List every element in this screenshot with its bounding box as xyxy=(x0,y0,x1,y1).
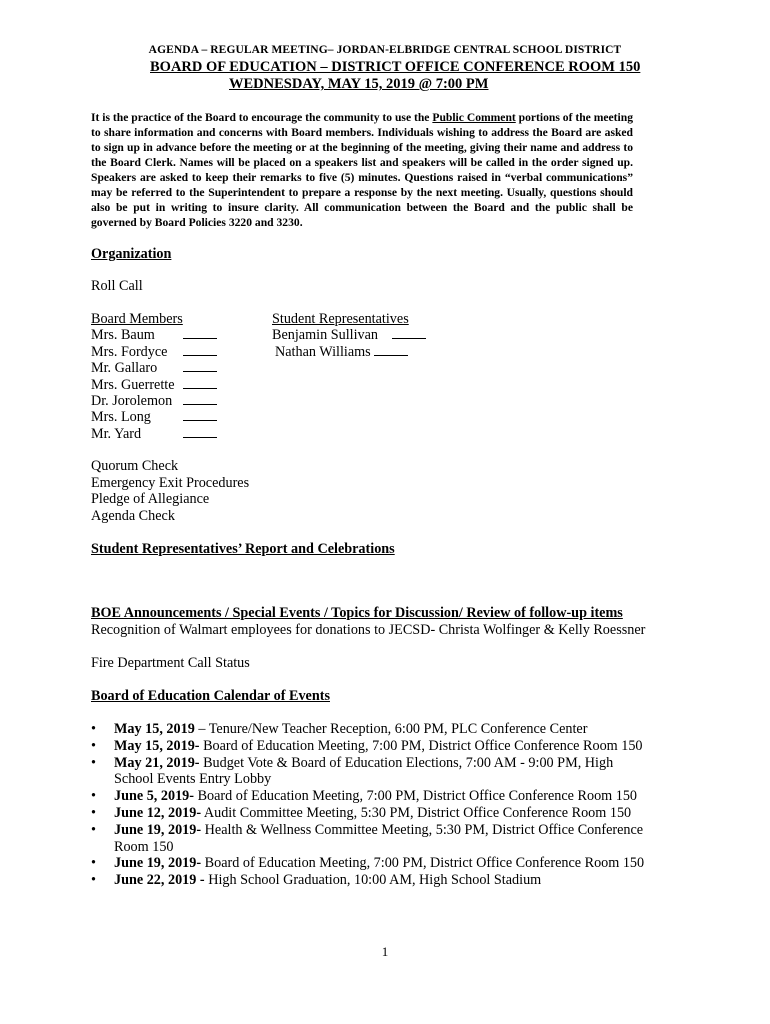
student-representatives-heading: Student Representatives xyxy=(272,311,409,327)
board-member-row: Mr. Yard xyxy=(91,426,217,442)
board-member-row: Mrs. Fordyce xyxy=(91,344,217,360)
student-report-heading: Student Representatives’ Report and Celebrations xyxy=(91,541,395,557)
board-member-row: Dr. Jorolemon xyxy=(91,393,217,409)
quorum-check: Quorum Check xyxy=(91,458,179,474)
calendar-event: • May 15, 2019- Board of Education Meeting, 7:00 PM, District Office Conference Room 150 xyxy=(91,737,643,754)
public-comment-text: Public Comment xyxy=(432,111,516,124)
student-representative-row: Nathan Williams xyxy=(272,344,426,360)
student-representatives-list xyxy=(272,311,426,360)
calendar-event: • May 21, 2019- Budget Vote & Board of Education Elections, 7:00 AM - 9:00 PM, High School Events Entry Lobby xyxy=(91,754,614,788)
intro-text-before: It is the practice of the Board to encourage the community to use the xyxy=(91,111,433,124)
calendar-event: • June 19, 2019- Health & Wellness Committee Meeting, 5:30 PM, District Office Conference Room 150 xyxy=(91,821,644,855)
board-member-row: Mrs. Long xyxy=(91,409,217,425)
pledge-of-allegiance: Pledge of Allegiance xyxy=(91,491,210,507)
calendar-event: • June 19, 2019- Board of Education Meeting, 7:00 PM, District Office Conference Room 150 xyxy=(91,855,645,872)
agenda-header-line3: WEDNESDAY, MAY 15, 2019 @ 7:00 PM xyxy=(229,76,489,92)
emergency-exit-procedures: Emergency Exit Procedures xyxy=(91,475,250,491)
agenda-check: Agenda Check xyxy=(91,508,175,524)
agenda-header-line2: BOARD OF EDUCATION – DISTRICT OFFICE CONFERENCE ROOM 150 xyxy=(150,59,641,75)
calendar-heading: Board of Education Calendar of Events xyxy=(91,688,330,704)
board-member-row: Mrs. Baum xyxy=(91,327,217,343)
calendar-event: • June 12, 2019- Audit Committee Meeting, 5:30 PM, District Office Conference Room 150 xyxy=(91,804,632,821)
calendar-event: • June 5, 2019- Board of Education Meeting, 7:00 PM, District Office Conference Room 150 xyxy=(91,788,638,805)
walmart-recognition: Recognition of Walmart employees for donations to JECSD- Christa Wolfinger & Kelly Roessner xyxy=(91,622,646,638)
board-member-row: Mrs. Guerrette xyxy=(91,377,217,393)
fire-department-status: Fire Department Call Status xyxy=(91,655,250,671)
announcements-heading: BOE Announcements / Special Events / Topics for Discussion/ Review of follow-up items xyxy=(91,605,623,621)
student-representative-row: Benjamin Sullivan xyxy=(272,327,426,343)
board-members-list xyxy=(91,311,217,442)
intro-paragraph xyxy=(91,110,633,230)
organization-heading: Organization xyxy=(91,246,172,262)
board-member-row: Mr. Gallaro xyxy=(91,360,217,376)
board-members-heading: Board Members xyxy=(91,311,183,327)
intro-text-after: portions of the meeting to share information and concerns with Board members. Individuals wishing to address the Board are asked to sign up in advance before the meeting or at the beginning of the meeting, giving their name and address to the Board Clerk. Names will be placed on a speakers list and speakers will be called in the order signed up. Speakers are asked to keep their remarks to five (5) minutes. Questions raised in “verbal communications” may be referred to the Superintendent to prepare a response by the next meeting. Usually, questions should also be put in writing to insure clarity. All communication between the Board and the public shall be governed by Board Policies 3220 and 3230. xyxy=(91,111,633,229)
agenda-header-line1: AGENDA – REGULAR MEETING– JORDAN-ELBRIDGE CENTRAL SCHOOL DISTRICT xyxy=(148,44,622,56)
calendar-event: • May 15, 2019 – Tenure/New Teacher Reception, 6:00 PM, PLC Conference Center xyxy=(91,721,588,737)
roll-call: Roll Call xyxy=(91,278,143,294)
page-number: 1 xyxy=(381,944,389,959)
calendar-events-list xyxy=(91,721,651,889)
calendar-event: • June 22, 2019 - High School Graduation, 10:00 AM, High School Stadium xyxy=(91,872,542,889)
